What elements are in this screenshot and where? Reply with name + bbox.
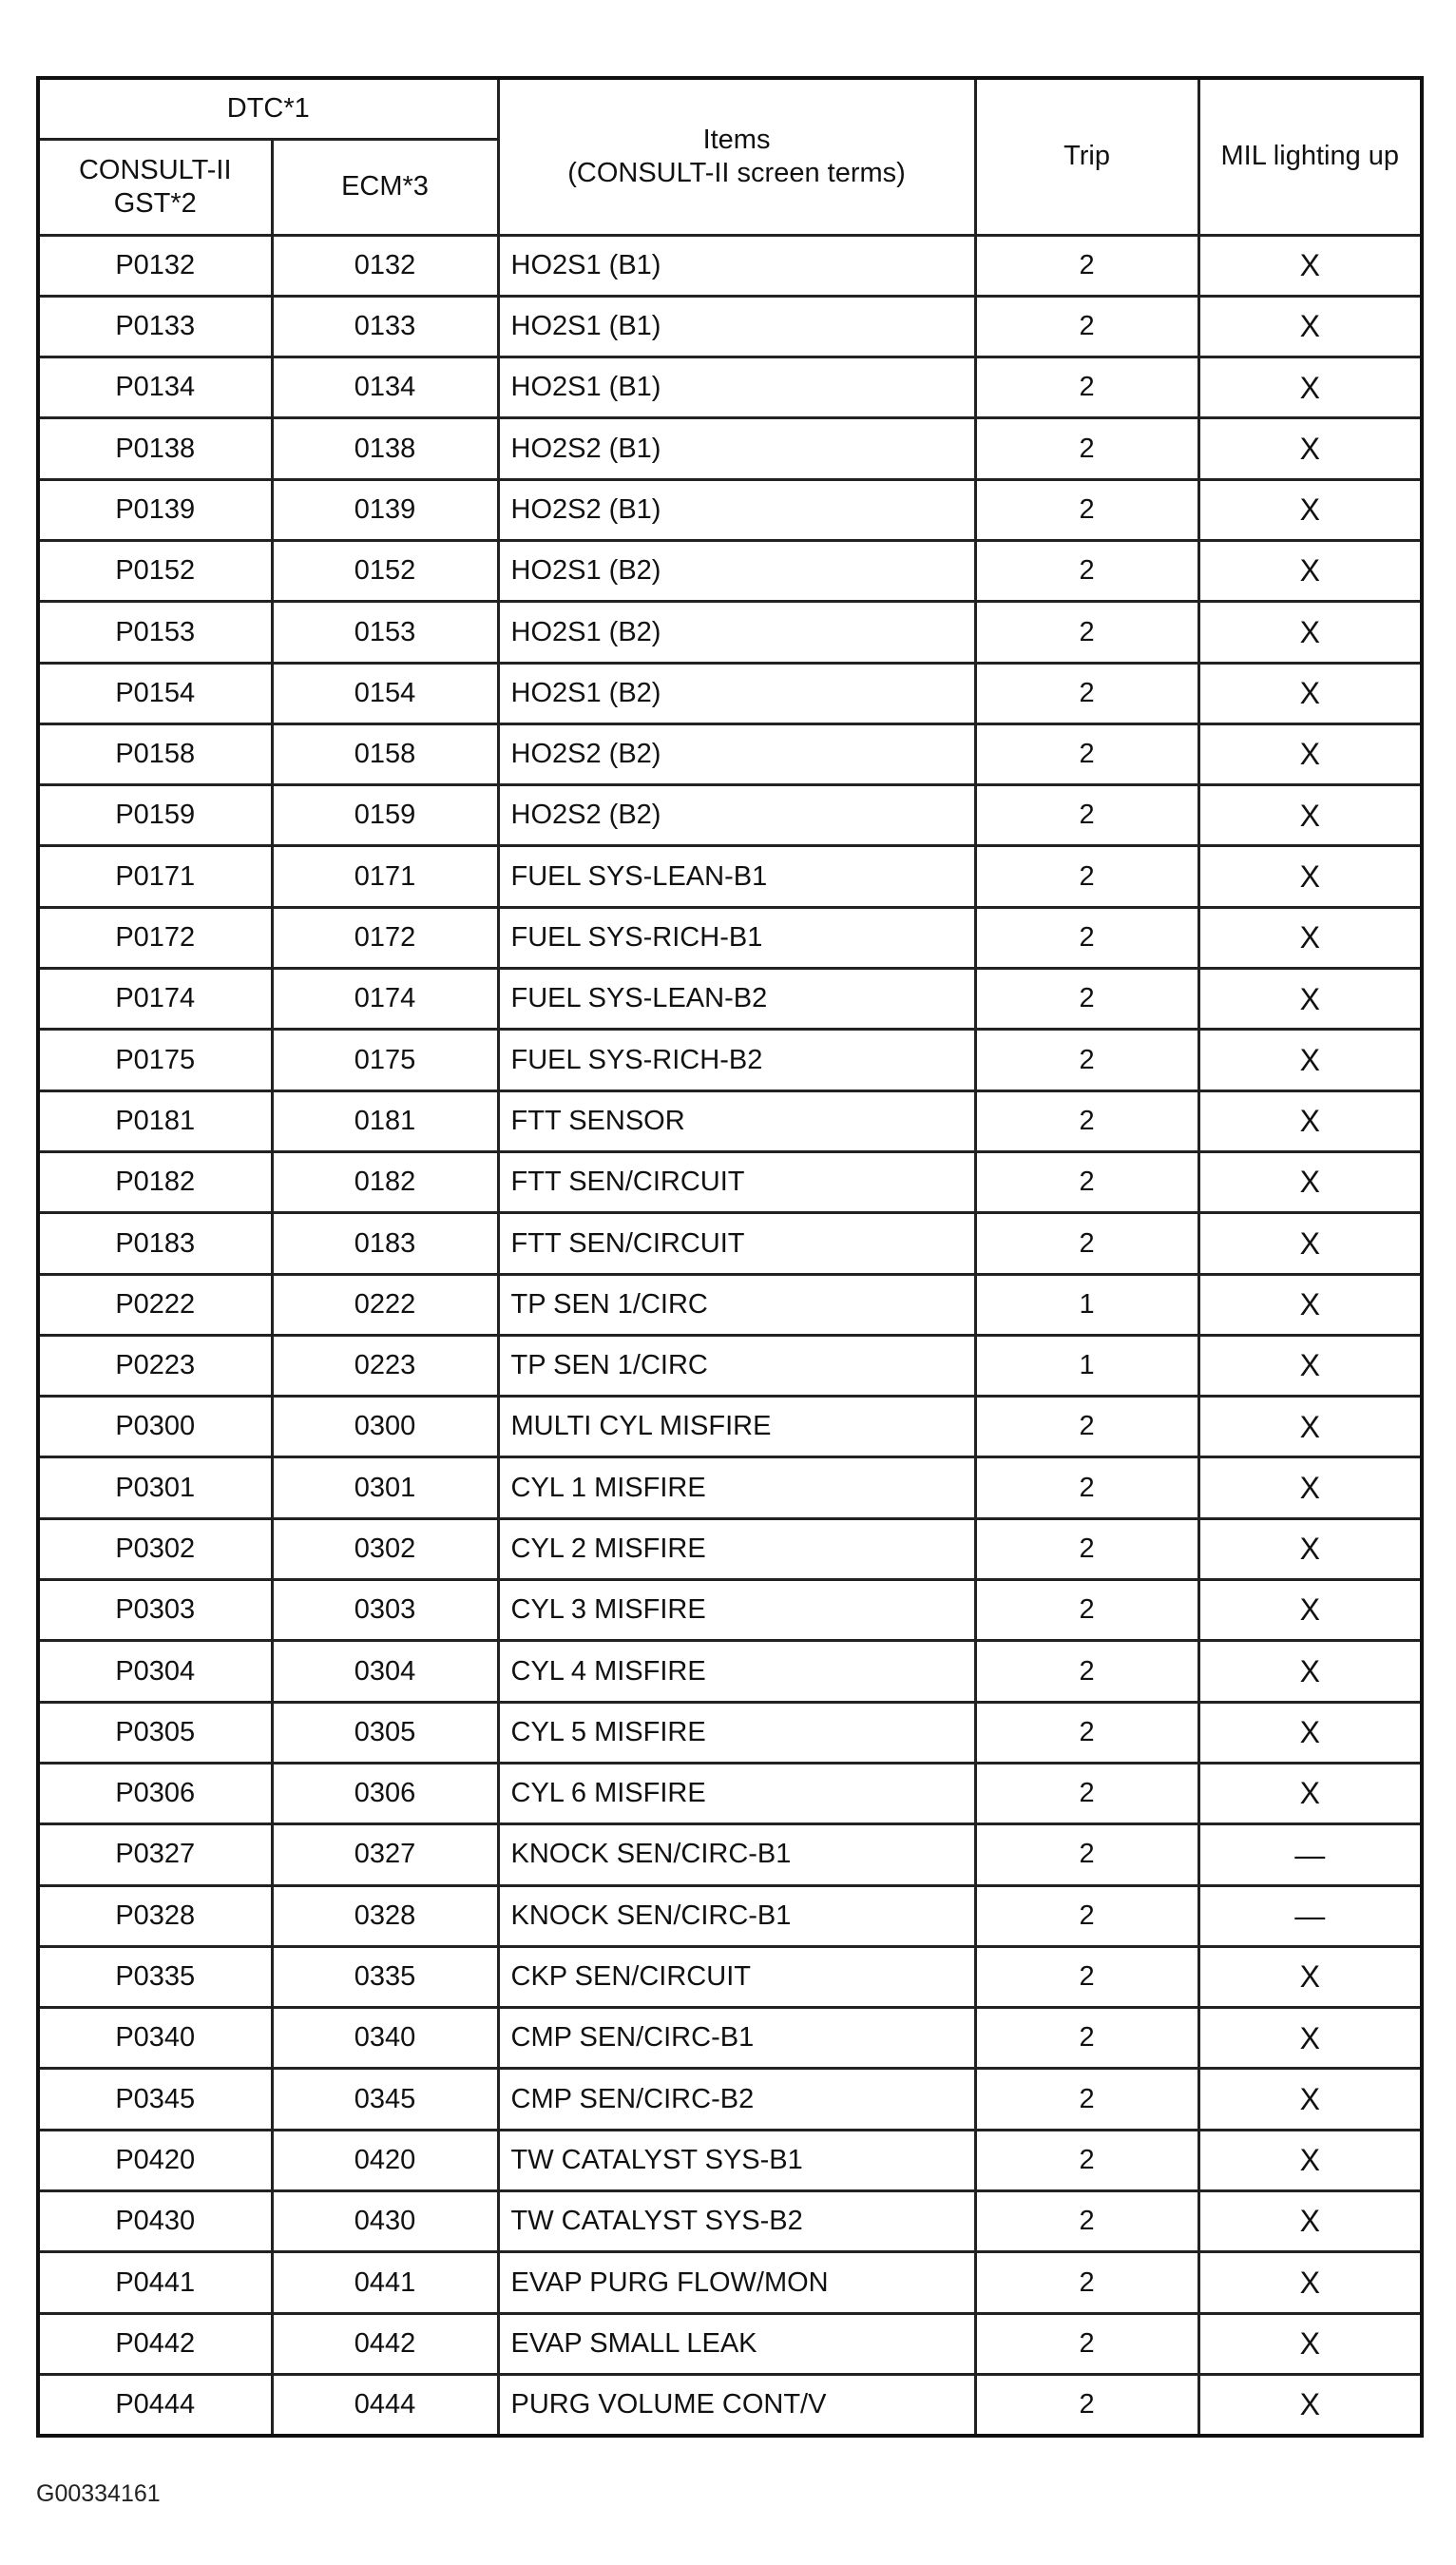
consult-code-cell: P0302 — [38, 1518, 272, 1579]
item-term-cell: MULTI CYL MISFIRE — [498, 1397, 975, 1457]
consult-code-cell: P0152 — [38, 540, 272, 601]
table-row — [38, 357, 1422, 418]
mil-cell: X — [1198, 1457, 1422, 1518]
item-term-cell: FTT SEN/CIRCUIT — [498, 1151, 975, 1212]
consult-code-cell: P0182 — [38, 1151, 272, 1212]
ecm-code-cell: 0174 — [272, 969, 498, 1030]
ecm-code-cell: 0181 — [272, 1090, 498, 1151]
item-term-cell: KNOCK SEN/CIRC-B1 — [498, 1885, 975, 1946]
trip-cell: 2 — [975, 2069, 1198, 2130]
trip-cell: 2 — [975, 1151, 1198, 1212]
ecm-code-cell: 0304 — [272, 1641, 498, 1702]
trip-cell: 1 — [975, 1274, 1198, 1335]
ecm-code-cell: 0328 — [272, 1885, 498, 1946]
mil-cell: X — [1198, 357, 1422, 418]
ecm-code-cell: 0303 — [272, 1580, 498, 1641]
ecm-code-cell: 0133 — [272, 296, 498, 357]
table-header — [38, 78, 1422, 235]
item-term-cell: EVAP SMALL LEAK — [498, 2313, 975, 2374]
table-row — [38, 2374, 1422, 2435]
mil-cell: X — [1198, 2191, 1422, 2252]
ecm-code-cell: 0158 — [272, 723, 498, 784]
table-row — [38, 418, 1422, 479]
consult-code-cell: P0345 — [38, 2069, 272, 2130]
ecm-code-cell: 0134 — [272, 357, 498, 418]
trip-cell: 2 — [975, 1580, 1198, 1641]
mil-cell: X — [1198, 1702, 1422, 1763]
ecm-code-cell: 0300 — [272, 1397, 498, 1457]
mil-cell: X — [1198, 1641, 1422, 1702]
items-header: Items (CONSULT-II screen terms) — [498, 78, 975, 235]
mil-cell: X — [1198, 1946, 1422, 2007]
mil-cell: X — [1198, 785, 1422, 846]
consult-code-cell: P0174 — [38, 969, 272, 1030]
item-term-cell: TW CATALYST SYS-B2 — [498, 2191, 975, 2252]
trip-cell: 2 — [975, 785, 1198, 846]
table-row — [38, 1213, 1422, 1274]
header-row-top — [38, 78, 1422, 139]
consult-code-cell: P0444 — [38, 2374, 272, 2435]
trip-cell: 2 — [975, 723, 1198, 784]
item-term-cell: TW CATALYST SYS-B1 — [498, 2130, 975, 2190]
item-term-cell: CYL 4 MISFIRE — [498, 1641, 975, 1702]
dtc-group-header: DTC*1 — [38, 78, 498, 139]
item-term-cell: FTT SENSOR — [498, 1090, 975, 1151]
trip-cell: 2 — [975, 2191, 1198, 2252]
consult-code-cell: P0222 — [38, 1274, 272, 1335]
trip-cell: 2 — [975, 1213, 1198, 1274]
item-term-cell: HO2S1 (B2) — [498, 602, 975, 663]
mil-cell: X — [1198, 2069, 1422, 2130]
ecm-code-cell: 0302 — [272, 1518, 498, 1579]
consult-code-cell: P0306 — [38, 1763, 272, 1823]
consult-gst-header: CONSULT-II GST*2 — [38, 139, 272, 235]
mil-header: MIL lighting up — [1198, 78, 1422, 235]
ecm-code-cell: 0175 — [272, 1030, 498, 1090]
table-row — [38, 2313, 1422, 2374]
consult-code-cell: P0139 — [38, 479, 272, 540]
mil-cell: X — [1198, 2313, 1422, 2374]
ecm-code-cell: 0222 — [272, 1274, 498, 1335]
consult-code-cell: P0175 — [38, 1030, 272, 1090]
consult-code-cell: P0441 — [38, 2252, 272, 2313]
ecm-code-cell: 0132 — [272, 235, 498, 296]
mil-cell: X — [1198, 1335, 1422, 1396]
mil-cell: X — [1198, 296, 1422, 357]
ecm-code-cell: 0223 — [272, 1335, 498, 1396]
consult-code-cell: P0305 — [38, 1702, 272, 1763]
table-row — [38, 1946, 1422, 2007]
mil-cell: X — [1198, 723, 1422, 784]
mil-cell: X — [1198, 1580, 1422, 1641]
table-row — [38, 1763, 1422, 1823]
mil-cell: X — [1198, 2252, 1422, 2313]
trip-cell: 2 — [975, 1090, 1198, 1151]
item-term-cell: HO2S2 (B1) — [498, 479, 975, 540]
mil-cell: X — [1198, 969, 1422, 1030]
trip-cell: 2 — [975, 1030, 1198, 1090]
table-row — [38, 907, 1422, 968]
table-body — [38, 235, 1422, 2436]
table-row — [38, 296, 1422, 357]
ecm-code-cell: 0306 — [272, 1763, 498, 1823]
ecm-code-cell: 0139 — [272, 479, 498, 540]
trip-cell: 2 — [975, 969, 1198, 1030]
consult-code-cell: P0303 — [38, 1580, 272, 1641]
mil-cell: X — [1198, 602, 1422, 663]
mil-cell: — — [1198, 1824, 1422, 1885]
table-row — [38, 1274, 1422, 1335]
table-row — [38, 1397, 1422, 1457]
table-row — [38, 723, 1422, 784]
figure-id: G00334161 — [36, 2480, 161, 2507]
mil-cell: X — [1198, 663, 1422, 723]
consult-code-cell: P0304 — [38, 1641, 272, 1702]
consult-code-cell: P0223 — [38, 1335, 272, 1396]
trip-cell: 2 — [975, 602, 1198, 663]
consult-code-cell: P0430 — [38, 2191, 272, 2252]
consult-code-cell: P0300 — [38, 1397, 272, 1457]
item-term-cell: PURG VOLUME CONT/V — [498, 2374, 975, 2435]
table-row — [38, 1030, 1422, 1090]
item-term-cell: FUEL SYS-RICH-B2 — [498, 1030, 975, 1090]
table-row — [38, 1580, 1422, 1641]
mil-cell: X — [1198, 1763, 1422, 1823]
item-term-cell: FUEL SYS-LEAN-B2 — [498, 969, 975, 1030]
table-row — [38, 1151, 1422, 1212]
consult-code-cell: P0132 — [38, 235, 272, 296]
ecm-header: ECM*3 — [272, 139, 498, 235]
ecm-code-cell: 0305 — [272, 1702, 498, 1763]
dtc-table — [36, 76, 1424, 2438]
item-term-cell: HO2S2 (B1) — [498, 418, 975, 479]
mil-cell: X — [1198, 1090, 1422, 1151]
item-term-cell: HO2S2 (B2) — [498, 723, 975, 784]
consult-code-cell: P0158 — [38, 723, 272, 784]
mil-cell: X — [1198, 418, 1422, 479]
consult-code-cell: P0133 — [38, 296, 272, 357]
item-term-cell: HO2S1 (B2) — [498, 540, 975, 601]
mil-cell: X — [1198, 2008, 1422, 2069]
mil-cell: — — [1198, 1885, 1422, 1946]
ecm-code-cell: 0138 — [272, 418, 498, 479]
trip-cell: 1 — [975, 1335, 1198, 1396]
mil-cell: X — [1198, 846, 1422, 907]
mil-cell: X — [1198, 479, 1422, 540]
mil-cell: X — [1198, 907, 1422, 968]
ecm-code-cell: 0152 — [272, 540, 498, 601]
table-row — [38, 1885, 1422, 1946]
consult-code-cell: P0335 — [38, 1946, 272, 2007]
table-row — [38, 1702, 1422, 1763]
consult-code-cell: P0154 — [38, 663, 272, 723]
trip-cell: 2 — [975, 479, 1198, 540]
trip-cell: 2 — [975, 1702, 1198, 1763]
trip-cell: 2 — [975, 1518, 1198, 1579]
consult-code-cell: P0153 — [38, 602, 272, 663]
trip-cell: 2 — [975, 2313, 1198, 2374]
trip-cell: 2 — [975, 2252, 1198, 2313]
consult-code-cell: P0138 — [38, 418, 272, 479]
ecm-code-cell: 0420 — [272, 2130, 498, 2190]
consult-code-cell: P0420 — [38, 2130, 272, 2190]
trip-cell: 2 — [975, 296, 1198, 357]
item-term-cell: CYL 5 MISFIRE — [498, 1702, 975, 1763]
ecm-code-cell: 0444 — [272, 2374, 498, 2435]
ecm-code-cell: 0159 — [272, 785, 498, 846]
trip-cell: 2 — [975, 418, 1198, 479]
table-row — [38, 785, 1422, 846]
table-row — [38, 2252, 1422, 2313]
consult-code-cell: P0159 — [38, 785, 272, 846]
trip-cell: 2 — [975, 846, 1198, 907]
table-row — [38, 969, 1422, 1030]
consult-code-cell: P0181 — [38, 1090, 272, 1151]
item-term-cell: CYL 1 MISFIRE — [498, 1457, 975, 1518]
item-term-cell: CKP SEN/CIRCUIT — [498, 1946, 975, 2007]
ecm-code-cell: 0172 — [272, 907, 498, 968]
consult-code-cell: P0340 — [38, 2008, 272, 2069]
item-term-cell: CMP SEN/CIRC-B2 — [498, 2069, 975, 2130]
item-term-cell: TP SEN 1/CIRC — [498, 1274, 975, 1335]
item-term-cell: CMP SEN/CIRC-B1 — [498, 2008, 975, 2069]
ecm-code-cell: 0301 — [272, 1457, 498, 1518]
trip-cell: 2 — [975, 540, 1198, 601]
table-row — [38, 540, 1422, 601]
ecm-code-cell: 0327 — [272, 1824, 498, 1885]
consult-code-cell: P0171 — [38, 846, 272, 907]
consult-code-cell: P0442 — [38, 2313, 272, 2374]
ecm-code-cell: 0442 — [272, 2313, 498, 2374]
item-term-cell: KNOCK SEN/CIRC-B1 — [498, 1824, 975, 1885]
mil-cell: X — [1198, 1518, 1422, 1579]
consult-code-cell: P0327 — [38, 1824, 272, 1885]
trip-cell: 2 — [975, 1763, 1198, 1823]
table-row — [38, 1335, 1422, 1396]
ecm-code-cell: 0335 — [272, 1946, 498, 2007]
item-term-cell: CYL 3 MISFIRE — [498, 1580, 975, 1641]
ecm-code-cell: 0340 — [272, 2008, 498, 2069]
ecm-code-cell: 0154 — [272, 663, 498, 723]
item-term-cell: HO2S1 (B2) — [498, 663, 975, 723]
mil-cell: X — [1198, 2374, 1422, 2435]
table-row — [38, 235, 1422, 296]
trip-cell: 2 — [975, 1824, 1198, 1885]
mil-cell: X — [1198, 1151, 1422, 1212]
table-row — [38, 846, 1422, 907]
ecm-code-cell: 0171 — [272, 846, 498, 907]
table-row — [38, 2069, 1422, 2130]
consult-code-cell: P0183 — [38, 1213, 272, 1274]
mil-cell: X — [1198, 1397, 1422, 1457]
item-term-cell: HO2S1 (B1) — [498, 235, 975, 296]
consult-code-cell: P0134 — [38, 357, 272, 418]
trip-cell: 2 — [975, 1946, 1198, 2007]
ecm-code-cell: 0182 — [272, 1151, 498, 1212]
ecm-code-cell: 0183 — [272, 1213, 498, 1274]
trip-cell: 2 — [975, 663, 1198, 723]
item-term-cell: FUEL SYS-RICH-B1 — [498, 907, 975, 968]
table-row — [38, 1824, 1422, 1885]
trip-cell: 2 — [975, 907, 1198, 968]
item-term-cell: HO2S1 (B1) — [498, 357, 975, 418]
item-term-cell: EVAP PURG FLOW/MON — [498, 2252, 975, 2313]
trip-cell: 2 — [975, 235, 1198, 296]
ecm-code-cell: 0430 — [272, 2191, 498, 2252]
table-row — [38, 1641, 1422, 1702]
trip-cell: 2 — [975, 1885, 1198, 1946]
item-term-cell: FUEL SYS-LEAN-B1 — [498, 846, 975, 907]
trip-cell: 2 — [975, 2008, 1198, 2069]
item-term-cell: HO2S2 (B2) — [498, 785, 975, 846]
item-term-cell: HO2S1 (B1) — [498, 296, 975, 357]
consult-code-cell: P0301 — [38, 1457, 272, 1518]
trip-header: Trip — [975, 78, 1198, 235]
trip-cell: 2 — [975, 1457, 1198, 1518]
consult-code-cell: P0328 — [38, 1885, 272, 1946]
ecm-code-cell: 0153 — [272, 602, 498, 663]
table-row — [38, 1518, 1422, 1579]
item-term-cell: CYL 2 MISFIRE — [498, 1518, 975, 1579]
mil-cell: X — [1198, 235, 1422, 296]
table-row — [38, 663, 1422, 723]
mil-cell: X — [1198, 1030, 1422, 1090]
table-row — [38, 479, 1422, 540]
table-row — [38, 2130, 1422, 2190]
table-row — [38, 602, 1422, 663]
item-term-cell: CYL 6 MISFIRE — [498, 1763, 975, 1823]
item-term-cell: TP SEN 1/CIRC — [498, 1335, 975, 1396]
mil-cell: X — [1198, 1274, 1422, 1335]
table-row — [38, 1457, 1422, 1518]
table-row — [38, 1090, 1422, 1151]
trip-cell: 2 — [975, 1397, 1198, 1457]
trip-cell: 2 — [975, 357, 1198, 418]
consult-code-cell: P0172 — [38, 907, 272, 968]
ecm-code-cell: 0345 — [272, 2069, 498, 2130]
trip-cell: 2 — [975, 2130, 1198, 2190]
ecm-code-cell: 0441 — [272, 2252, 498, 2313]
table-row — [38, 2008, 1422, 2069]
table-row — [38, 2191, 1422, 2252]
mil-cell: X — [1198, 1213, 1422, 1274]
trip-cell: 2 — [975, 2374, 1198, 2435]
trip-cell: 2 — [975, 1641, 1198, 1702]
item-term-cell: FTT SEN/CIRCUIT — [498, 1213, 975, 1274]
mil-cell: X — [1198, 540, 1422, 601]
mil-cell: X — [1198, 2130, 1422, 2190]
